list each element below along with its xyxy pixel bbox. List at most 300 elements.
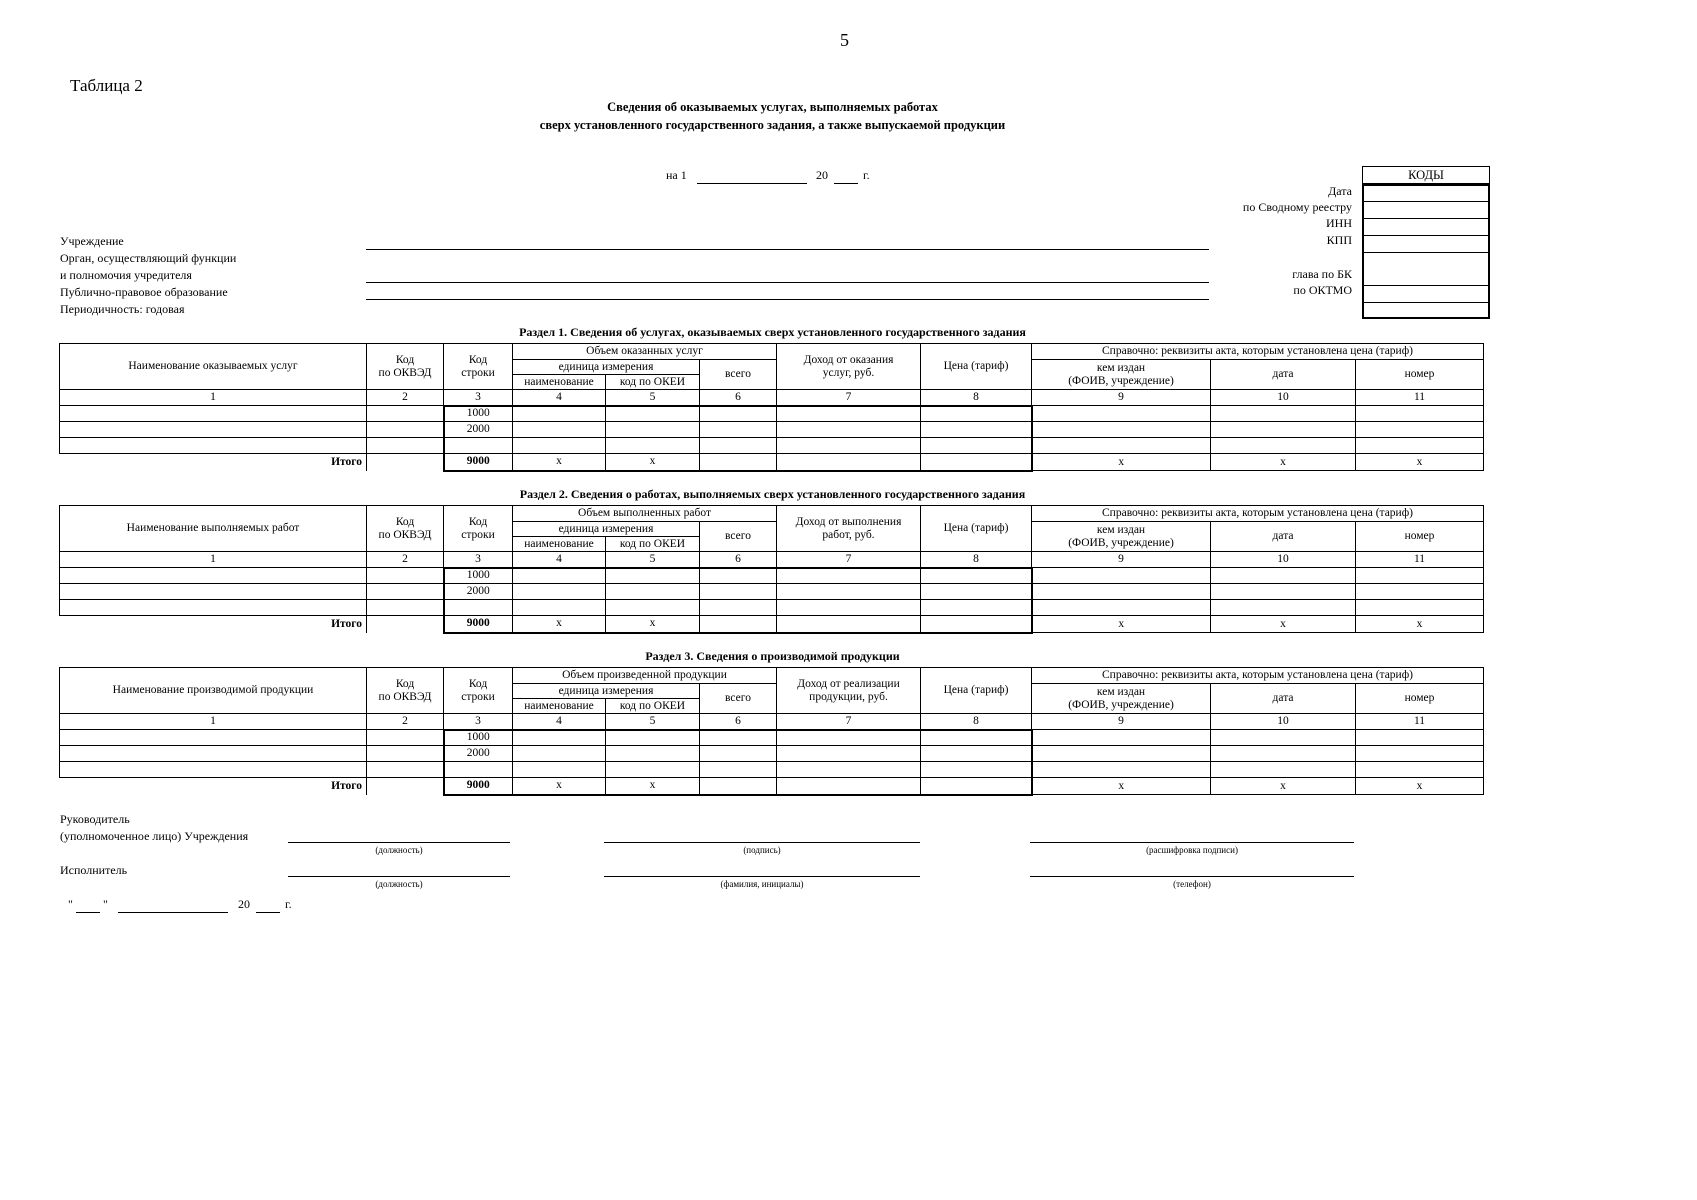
form-title-line2: сверх установленного государственного задания, а также выпускаемой продукции [539, 118, 1006, 132]
caption-decode: (расшифровка подписи) [1146, 845, 1238, 855]
data-cell[interactable] [1211, 568, 1356, 584]
sign-year-prefix: 20 [238, 897, 250, 911]
total-code: 9000 [444, 454, 513, 471]
header-unit-name: наименование [513, 537, 606, 552]
data-cell[interactable] [513, 584, 606, 600]
header-line-code [444, 344, 513, 390]
column-number-3: 3 [444, 552, 513, 568]
date-quote-close: " [103, 897, 108, 911]
header-date: дата [1211, 360, 1356, 390]
data-cell[interactable] [1211, 422, 1356, 438]
data-cell[interactable] [1356, 730, 1484, 746]
date-quote-open: " [68, 897, 73, 911]
header-issued-line2: (ФОИВ, учреждение) [1068, 698, 1174, 711]
code-cell-extra[interactable] [1364, 303, 1488, 317]
data-cell[interactable] [777, 730, 921, 746]
header-income-line1: Доход от реализации [797, 677, 900, 690]
table-name: Таблица 2 [70, 76, 143, 95]
data-cell[interactable] [921, 584, 1032, 600]
row-code: 2000 [444, 584, 513, 600]
data-cell[interactable] [700, 422, 777, 438]
header-number: номер [1356, 684, 1484, 714]
header-total: всего [700, 522, 777, 552]
data-cell[interactable] [1032, 600, 1211, 616]
data-cell[interactable] [777, 406, 921, 422]
column-number-6: 6 [700, 552, 777, 568]
total-cell[interactable] [921, 454, 1032, 471]
header-income-line1: Доход от выполнения [795, 515, 902, 528]
data-cell[interactable] [1211, 584, 1356, 600]
column-number-8: 8 [921, 714, 1032, 730]
total-spacer [367, 454, 444, 471]
header-name: Наименование производимой продукции [60, 668, 367, 714]
data-cell[interactable] [921, 600, 1032, 616]
header-income-line2: работ, руб. [822, 528, 875, 541]
column-number-11: 11 [1356, 390, 1484, 406]
data-cell[interactable] [921, 762, 1032, 778]
data-cell[interactable] [367, 762, 444, 778]
header-okved-line2: по ОКВЭД [378, 528, 432, 541]
data-cell[interactable] [1356, 762, 1484, 778]
column-number-2: 2 [367, 552, 444, 568]
header-okved-line1: Код [395, 515, 415, 528]
institution-field[interactable] [366, 249, 1209, 250]
executor-position-field[interactable] [288, 860, 510, 877]
total-cell[interactable] [777, 778, 921, 795]
data-cell[interactable] [700, 406, 777, 422]
section-table-3 [59, 667, 1484, 796]
code-label-registry: по Сводному реестру [1242, 200, 1352, 214]
total-cell[interactable] [700, 616, 777, 633]
header-line-code-line1: Код [468, 515, 488, 528]
data-cell[interactable] [777, 746, 921, 762]
caption-phone: (телефон) [1173, 879, 1211, 889]
organ-label-line2: и полномочия учредителя [60, 268, 192, 282]
data-cell[interactable] [513, 568, 606, 584]
caption-name: (фамилия, инициалы) [720, 879, 804, 889]
total-cell[interactable] [921, 616, 1032, 633]
header-reference: Справочно: реквизиты акта, которым установлена цена (тариф) [1032, 344, 1484, 360]
header-line-code [444, 506, 513, 552]
header-issued-line1: кем издан [1096, 685, 1146, 698]
data-cell[interactable] [60, 730, 367, 746]
row-code: 2000 [444, 422, 513, 438]
table-row [60, 746, 1484, 762]
total-x-cell: х [1356, 616, 1484, 633]
total-x-cell: х [1211, 616, 1356, 633]
column-number-1: 1 [60, 390, 367, 406]
data-cell[interactable] [513, 746, 606, 762]
code-label-glava-bk: глава по БК [1292, 267, 1352, 281]
table-row [60, 422, 1484, 438]
header-income [777, 506, 921, 552]
periodicity-label: Периодичность: годовая [60, 302, 185, 316]
header-issued-line2: (ФОИВ, учреждение) [1068, 536, 1174, 549]
header-line-code-line2: строки [461, 366, 495, 379]
header-line-code-line1: Код [468, 353, 488, 366]
data-cell[interactable] [1356, 746, 1484, 762]
data-cell[interactable] [777, 584, 921, 600]
data-cell[interactable] [60, 584, 367, 600]
total-cell[interactable] [921, 778, 1032, 795]
header-okved-line2: по ОКВЭД [378, 690, 432, 703]
data-cell[interactable] [1032, 584, 1211, 600]
data-cell[interactable] [513, 422, 606, 438]
data-cell[interactable] [700, 746, 777, 762]
column-number-11: 11 [1356, 714, 1484, 730]
total-x-cell: х [513, 616, 606, 633]
total-x-cell: х [1356, 778, 1484, 795]
institution-label: Учреждение [60, 234, 124, 248]
section-table-2 [59, 505, 1484, 634]
header-line-code-line1: Код [468, 677, 488, 690]
total-row [60, 616, 1484, 633]
column-number-9: 9 [1032, 714, 1211, 730]
data-cell[interactable] [513, 438, 606, 454]
data-cell[interactable] [1032, 762, 1211, 778]
data-cell[interactable] [921, 438, 1032, 454]
data-cell[interactable] [700, 762, 777, 778]
data-cell[interactable] [513, 730, 606, 746]
organ-label-line1: Орган, осуществляющий функции [60, 251, 237, 265]
data-cell[interactable] [1032, 438, 1211, 454]
data-cell[interactable] [606, 762, 700, 778]
total-label: Итого [60, 454, 367, 471]
public-entity-field[interactable] [366, 299, 1209, 300]
header-issued-line1: кем издан [1096, 361, 1146, 374]
total-x-cell: х [1032, 616, 1211, 633]
data-cell[interactable] [1356, 584, 1484, 600]
date-prefix: на 1 [666, 168, 687, 182]
row-code [444, 600, 513, 616]
data-cell[interactable] [60, 406, 367, 422]
date-year-field[interactable] [834, 168, 858, 184]
column-number-11: 11 [1356, 552, 1484, 568]
data-cell[interactable] [921, 746, 1032, 762]
data-cell[interactable] [606, 746, 700, 762]
column-number-1: 1 [60, 552, 367, 568]
data-cell[interactable] [777, 422, 921, 438]
header-issued [1032, 360, 1211, 390]
total-x-cell: х [1032, 454, 1211, 471]
row-code: 2000 [444, 746, 513, 762]
code-cell-registry[interactable] [1364, 202, 1488, 219]
total-row [60, 454, 1484, 471]
page-number: 5 [840, 30, 849, 50]
column-number-10: 10 [1211, 390, 1356, 406]
column-number-7: 7 [777, 552, 921, 568]
data-cell[interactable] [777, 762, 921, 778]
column-number-4: 4 [513, 390, 606, 406]
column-number-3: 3 [444, 714, 513, 730]
row-code [444, 438, 513, 454]
code-label-date: Дата [1328, 184, 1352, 198]
data-cell[interactable] [606, 406, 700, 422]
column-number-9: 9 [1032, 390, 1211, 406]
column-number-5: 5 [606, 714, 700, 730]
column-number-7: 7 [777, 714, 921, 730]
header-unit-name: наименование [513, 375, 606, 390]
data-cell[interactable] [367, 438, 444, 454]
column-number-1: 1 [60, 714, 367, 730]
codes-cells [1362, 184, 1490, 319]
header-line-code-line2: строки [461, 690, 495, 703]
codes-header: КОДЫ [1362, 166, 1490, 184]
data-cell[interactable] [1032, 568, 1211, 584]
head-decode-field[interactable] [1030, 826, 1354, 843]
code-cell-glava-bk[interactable] [1364, 253, 1488, 286]
data-cell[interactable] [606, 568, 700, 584]
code-cell-kpp[interactable] [1364, 236, 1488, 253]
data-cell[interactable] [1356, 600, 1484, 616]
data-cell[interactable] [367, 584, 444, 600]
data-cell[interactable] [921, 730, 1032, 746]
column-number-8: 8 [921, 390, 1032, 406]
executor-phone-field[interactable] [1030, 860, 1354, 877]
date-year-prefix: 20 [816, 168, 828, 182]
section-title-3: Раздел 3. Сведения о производимой продукции [645, 649, 900, 663]
header-okved [367, 668, 444, 714]
header-price: Цена (тариф) [921, 668, 1032, 714]
total-label: Итого [60, 778, 367, 795]
data-cell[interactable] [700, 568, 777, 584]
section-table-1 [59, 343, 1484, 472]
code-label-oktmo: по ОКТМО [1293, 283, 1352, 297]
data-cell[interactable] [1356, 438, 1484, 454]
data-cell[interactable] [513, 600, 606, 616]
data-cell[interactable] [606, 600, 700, 616]
data-cell[interactable] [606, 422, 700, 438]
column-number-6: 6 [700, 714, 777, 730]
total-code: 9000 [444, 778, 513, 795]
column-number-7: 7 [777, 390, 921, 406]
code-label-inn: ИНН [1326, 216, 1352, 230]
data-cell[interactable] [1032, 406, 1211, 422]
data-cell[interactable] [1211, 406, 1356, 422]
header-reference: Справочно: реквизиты акта, которым установлена цена (тариф) [1032, 668, 1484, 684]
column-number-2: 2 [367, 714, 444, 730]
header-price: Цена (тариф) [921, 344, 1032, 390]
table-row [60, 762, 1484, 778]
header-name: Наименование выполняемых работ [60, 506, 367, 552]
sign-year-field[interactable] [256, 897, 280, 913]
organ-field[interactable] [366, 282, 1209, 283]
date-day-month-field[interactable] [697, 168, 807, 184]
data-cell[interactable] [606, 438, 700, 454]
header-income-line2: услуг, руб. [822, 366, 875, 379]
sign-month-field[interactable] [118, 897, 228, 913]
data-cell[interactable] [367, 406, 444, 422]
header-total: всего [700, 360, 777, 390]
table-row [60, 406, 1484, 422]
header-issued-line2: (ФОИВ, учреждение) [1068, 374, 1174, 387]
data-cell[interactable] [60, 600, 367, 616]
caption-signature: (подпись) [743, 845, 781, 855]
data-cell[interactable] [700, 600, 777, 616]
data-cell[interactable] [1032, 746, 1211, 762]
code-cell-oktmo[interactable] [1364, 286, 1488, 303]
data-cell[interactable] [700, 584, 777, 600]
header-issued [1032, 522, 1211, 552]
section-title-2: Раздел 2. Сведения о работах, выполняемых сверх установленного государственного задания [519, 487, 1026, 501]
column-number-8: 8 [921, 552, 1032, 568]
header-total: всего [700, 684, 777, 714]
total-code: 9000 [444, 616, 513, 633]
data-cell[interactable] [777, 568, 921, 584]
total-label: Итого [60, 616, 367, 633]
data-cell[interactable] [1211, 762, 1356, 778]
total-cell[interactable] [700, 778, 777, 795]
data-cell[interactable] [60, 746, 367, 762]
table-row [60, 438, 1484, 454]
header-date: дата [1211, 522, 1356, 552]
header-okved [367, 506, 444, 552]
header-price: Цена (тариф) [921, 506, 1032, 552]
data-cell[interactable] [367, 568, 444, 584]
header-unit-okei: код по ОКЕИ [606, 699, 700, 714]
header-income-line1: Доход от оказания [803, 353, 894, 366]
data-cell[interactable] [1356, 568, 1484, 584]
total-x-cell: х [1356, 454, 1484, 471]
data-cell[interactable] [921, 406, 1032, 422]
column-number-4: 4 [513, 552, 606, 568]
column-number-9: 9 [1032, 552, 1211, 568]
header-reference: Справочно: реквизиты акта, которым установлена цена (тариф) [1032, 506, 1484, 522]
header-issued [1032, 684, 1211, 714]
header-okved-line2: по ОКВЭД [378, 366, 432, 379]
total-x-cell: х [513, 778, 606, 795]
data-cell[interactable] [1211, 746, 1356, 762]
header-okved [367, 344, 444, 390]
code-label-kpp: КПП [1326, 233, 1352, 247]
total-x-cell: х [1032, 778, 1211, 795]
table-row [60, 568, 1484, 584]
header-unit: единица измерения [513, 360, 700, 375]
form-title-line1: Сведения об оказываемых услугах, выполняемых работах [607, 100, 938, 114]
header-okved-line1: Код [395, 677, 415, 690]
total-cell[interactable] [777, 454, 921, 471]
head-signature-field[interactable] [604, 826, 920, 843]
header-unit-okei: код по ОКЕИ [606, 375, 700, 390]
header-line-code [444, 668, 513, 714]
column-number-5: 5 [606, 552, 700, 568]
total-row [60, 778, 1484, 795]
caption-position: (должность) [375, 845, 423, 855]
sign-day-field[interactable] [76, 897, 100, 913]
data-cell[interactable] [606, 730, 700, 746]
total-cell[interactable] [700, 454, 777, 471]
sign-date-suffix: г. [285, 897, 292, 911]
data-cell[interactable] [1211, 730, 1356, 746]
header-name: Наименование оказываемых услуг [60, 344, 367, 390]
data-cell[interactable] [1356, 406, 1484, 422]
code-cell-inn[interactable] [1364, 219, 1488, 236]
header-number: номер [1356, 522, 1484, 552]
header-volume: Объем выполненных работ [513, 506, 777, 522]
head-label-line1: Руководитель [60, 812, 130, 826]
section-title-1: Раздел 1. Сведения об услугах, оказываемых сверх установленного государственного задания [519, 325, 1026, 339]
header-line-code-line2: строки [461, 528, 495, 541]
row-code [444, 762, 513, 778]
total-x-cell: х [513, 454, 606, 471]
data-cell[interactable] [1356, 422, 1484, 438]
code-cell-date[interactable] [1364, 186, 1488, 202]
column-number-2: 2 [367, 390, 444, 406]
total-x-cell: х [606, 454, 700, 471]
data-cell[interactable] [60, 568, 367, 584]
header-income [777, 344, 921, 390]
header-volume: Объем произведенной продукции [513, 668, 777, 684]
total-x-cell: х [1211, 778, 1356, 795]
column-number-6: 6 [700, 390, 777, 406]
public-entity-label: Публично-правовое образование [60, 285, 228, 299]
header-volume: Объем оказанных услуг [513, 344, 777, 360]
header-unit: единица измерения [513, 522, 700, 537]
data-cell[interactable] [367, 730, 444, 746]
header-okved-line1: Код [395, 353, 415, 366]
total-spacer [367, 778, 444, 795]
header-number: номер [1356, 360, 1484, 390]
head-position-field[interactable] [288, 826, 510, 843]
total-cell[interactable] [777, 616, 921, 633]
caption-position-2: (должность) [375, 879, 423, 889]
data-cell[interactable] [700, 730, 777, 746]
executor-label: Исполнитель [60, 863, 128, 877]
header-income [777, 668, 921, 714]
column-number-10: 10 [1211, 714, 1356, 730]
column-number-3: 3 [444, 390, 513, 406]
date-suffix: г. [863, 168, 870, 182]
data-cell[interactable] [513, 406, 606, 422]
data-cell[interactable] [1032, 730, 1211, 746]
header-date: дата [1211, 684, 1356, 714]
total-x-cell: х [606, 616, 700, 633]
column-number-4: 4 [513, 714, 606, 730]
row-code: 1000 [444, 730, 513, 746]
data-cell[interactable] [777, 438, 921, 454]
codes-box [1362, 166, 1490, 319]
table-row [60, 730, 1484, 746]
data-cell[interactable] [367, 746, 444, 762]
data-cell[interactable] [60, 422, 367, 438]
data-cell[interactable] [606, 584, 700, 600]
data-cell[interactable] [60, 438, 367, 454]
data-cell[interactable] [513, 762, 606, 778]
head-label-line2: (уполномоченное лицо) Учреждения [60, 829, 249, 843]
header-income-line2: продукции, руб. [809, 690, 888, 703]
data-cell[interactable] [1211, 438, 1356, 454]
data-cell[interactable] [367, 422, 444, 438]
data-cell[interactable] [1211, 600, 1356, 616]
table-row [60, 584, 1484, 600]
data-cell[interactable] [921, 422, 1032, 438]
header-unit-name: наименование [513, 699, 606, 714]
data-cell[interactable] [1032, 422, 1211, 438]
data-cell[interactable] [921, 568, 1032, 584]
table-row [60, 600, 1484, 616]
header-unit-okei: код по ОКЕИ [606, 537, 700, 552]
data-cell[interactable] [700, 438, 777, 454]
column-number-5: 5 [606, 390, 700, 406]
row-code: 1000 [444, 568, 513, 584]
header-issued-line1: кем издан [1096, 523, 1146, 536]
data-cell[interactable] [777, 600, 921, 616]
executor-name-field[interactable] [604, 860, 920, 877]
data-cell[interactable] [60, 762, 367, 778]
column-number-10: 10 [1211, 552, 1356, 568]
data-cell[interactable] [367, 600, 444, 616]
total-x-cell: х [1211, 454, 1356, 471]
